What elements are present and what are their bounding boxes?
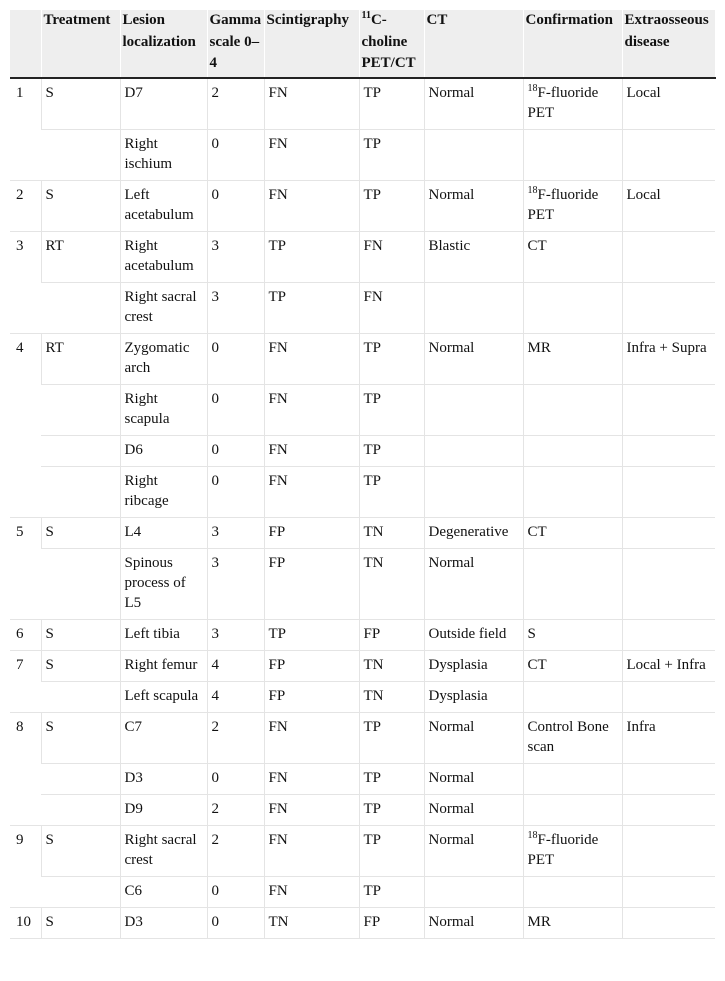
scintigraphy-cell: FN xyxy=(264,763,359,794)
choline-pet-ct-cell: TP xyxy=(359,712,424,763)
scintigraphy-cell: FP xyxy=(264,650,359,681)
ct-cell xyxy=(424,129,523,180)
extraosseous-disease-cell xyxy=(622,681,715,712)
gamma-scale-cell: 2 xyxy=(207,794,264,825)
extraosseous-disease-cell xyxy=(622,825,715,876)
lesion-localization-cell: D3 xyxy=(120,907,207,938)
ct-cell: Outside field xyxy=(424,619,523,650)
lesion-localization-cell: Right acetabulum xyxy=(120,231,207,282)
header-choline-pet-ct xyxy=(359,10,424,78)
treatment-cell: S xyxy=(41,650,120,681)
table-row xyxy=(10,466,715,517)
header-row xyxy=(10,10,715,78)
choline-pet-ct-cell: TN xyxy=(359,517,424,548)
scintigraphy-cell: FP xyxy=(264,517,359,548)
extraosseous-disease-cell xyxy=(622,384,715,435)
confirmation-cell xyxy=(523,763,622,794)
ct-cell: Normal xyxy=(424,907,523,938)
gamma-scale-cell: 0 xyxy=(207,180,264,231)
treatment-cell xyxy=(41,384,120,435)
header-choline-label: C-choline PET/CT xyxy=(361,12,416,71)
table-row xyxy=(10,517,715,548)
scintigraphy-cell: FN xyxy=(264,384,359,435)
confirmation-text: F-fluoride PET xyxy=(527,186,599,223)
patient-number-cell: 3 xyxy=(10,231,41,333)
results-table-container xyxy=(10,10,715,939)
extraosseous-disease-cell xyxy=(622,282,715,333)
extraosseous-disease-cell xyxy=(622,435,715,466)
scintigraphy-cell: FN xyxy=(264,180,359,231)
lesion-localization-cell: Left tibia xyxy=(120,619,207,650)
extraosseous-disease-cell xyxy=(622,619,715,650)
lesion-localization-cell: L4 xyxy=(120,517,207,548)
table-body xyxy=(10,78,715,939)
scintigraphy-cell: FP xyxy=(264,681,359,712)
extraosseous-disease-cell xyxy=(622,517,715,548)
scintigraphy-cell: TP xyxy=(264,231,359,282)
confirmation-cell xyxy=(523,333,622,384)
confirmation-text: CT xyxy=(527,656,547,673)
lesion-localization-cell: D3 xyxy=(120,763,207,794)
extraosseous-disease-cell xyxy=(622,907,715,938)
choline-pet-ct-cell: TP xyxy=(359,78,424,130)
choline-pet-ct-cell: TP xyxy=(359,384,424,435)
ct-cell: Dysplasia xyxy=(424,650,523,681)
scintigraphy-cell: FP xyxy=(264,548,359,619)
confirmation-text: Control Bone scan xyxy=(527,718,609,755)
confirmation-cell xyxy=(523,466,622,517)
choline-pet-ct-cell: FP xyxy=(359,619,424,650)
table-row xyxy=(10,78,715,130)
table-row xyxy=(10,282,715,333)
table-header xyxy=(10,10,715,78)
gamma-scale-cell: 2 xyxy=(207,712,264,763)
patient-number-cell: 9 xyxy=(10,825,41,907)
gamma-scale-cell: 4 xyxy=(207,681,264,712)
confirmation-cell xyxy=(523,712,622,763)
confirmation-cell xyxy=(523,619,622,650)
lesion-localization-cell: D9 xyxy=(120,794,207,825)
patient-number-cell: 8 xyxy=(10,712,41,825)
header-gamma-scale: Gamma scale 0–4 xyxy=(207,10,264,78)
ct-cell: Normal xyxy=(424,794,523,825)
results-table xyxy=(10,10,716,939)
ct-cell: Normal xyxy=(424,712,523,763)
patient-number-cell: 1 xyxy=(10,78,41,181)
lesion-localization-cell: D6 xyxy=(120,435,207,466)
confirmation-cell xyxy=(523,876,622,907)
ct-cell: Blastic xyxy=(424,231,523,282)
lesion-localization-cell: Right scapula xyxy=(120,384,207,435)
treatment-cell xyxy=(41,794,120,825)
table-row xyxy=(10,129,715,180)
confirmation-text: S xyxy=(527,625,536,642)
choline-pet-ct-cell: FN xyxy=(359,282,424,333)
header-confirmation: Confirmation xyxy=(523,10,622,78)
isotope-superscript: 18 xyxy=(527,829,538,841)
ct-cell: Normal xyxy=(424,548,523,619)
treatment-cell: S xyxy=(41,180,120,231)
treatment-cell: RT xyxy=(41,333,120,384)
table-row xyxy=(10,763,715,794)
confirmation-text: CT xyxy=(527,523,547,540)
lesion-localization-cell: Right sacral crest xyxy=(120,825,207,876)
choline-pet-ct-cell: TP xyxy=(359,466,424,517)
table-row xyxy=(10,712,715,763)
choline-pet-ct-cell: TN xyxy=(359,650,424,681)
isotope-superscript: 18 xyxy=(527,82,538,94)
scintigraphy-cell: TN xyxy=(264,907,359,938)
patient-number-cell: 10 xyxy=(10,907,41,938)
table-row xyxy=(10,435,715,466)
choline-pet-ct-cell: TP xyxy=(359,333,424,384)
treatment-cell xyxy=(41,548,120,619)
scintigraphy-cell: FN xyxy=(264,825,359,876)
gamma-scale-cell: 0 xyxy=(207,129,264,180)
confirmation-cell xyxy=(523,231,622,282)
table-row xyxy=(10,876,715,907)
extraosseous-disease-cell xyxy=(622,129,715,180)
confirmation-cell xyxy=(523,282,622,333)
ct-cell: Dysplasia xyxy=(424,681,523,712)
confirmation-text: F-fluoride PET xyxy=(527,84,599,121)
ct-cell: Normal xyxy=(424,333,523,384)
confirmation-cell xyxy=(523,794,622,825)
treatment-cell: S xyxy=(41,907,120,938)
table-row xyxy=(10,619,715,650)
scintigraphy-cell: FN xyxy=(264,129,359,180)
table-row xyxy=(10,681,715,712)
ct-cell xyxy=(424,435,523,466)
scintigraphy-cell: FN xyxy=(264,794,359,825)
confirmation-cell xyxy=(523,907,622,938)
ct-cell xyxy=(424,466,523,517)
patient-number-cell: 6 xyxy=(10,619,41,650)
choline-pet-ct-cell: TN xyxy=(359,548,424,619)
ct-cell: Normal xyxy=(424,180,523,231)
table-row xyxy=(10,794,715,825)
ct-cell xyxy=(424,282,523,333)
confirmation-cell xyxy=(523,129,622,180)
confirmation-cell xyxy=(523,650,622,681)
choline-pet-ct-cell: TP xyxy=(359,129,424,180)
extraosseous-disease-cell xyxy=(622,548,715,619)
confirmation-cell xyxy=(523,78,622,130)
extraosseous-disease-cell: Local xyxy=(622,78,715,130)
header-lesion-localization: Lesion localization xyxy=(120,10,207,78)
scintigraphy-cell: FN xyxy=(264,876,359,907)
gamma-scale-cell: 3 xyxy=(207,619,264,650)
scintigraphy-cell: FN xyxy=(264,435,359,466)
treatment-cell: S xyxy=(41,619,120,650)
gamma-scale-cell: 0 xyxy=(207,435,264,466)
extraosseous-disease-cell: Infra xyxy=(622,712,715,763)
treatment-cell xyxy=(41,129,120,180)
scintigraphy-cell: TP xyxy=(264,282,359,333)
lesion-localization-cell: Right ischium xyxy=(120,129,207,180)
lesion-localization-cell: D7 xyxy=(120,78,207,130)
confirmation-cell xyxy=(523,384,622,435)
table-row xyxy=(10,333,715,384)
gamma-scale-cell: 3 xyxy=(207,282,264,333)
extraosseous-disease-cell: Local + Infra xyxy=(622,650,715,681)
extraosseous-disease-cell xyxy=(622,466,715,517)
patient-number-cell: 4 xyxy=(10,333,41,517)
isotope-superscript: 18 xyxy=(527,184,538,196)
extraosseous-disease-cell xyxy=(622,876,715,907)
lesion-localization-cell: Zygomatic arch xyxy=(120,333,207,384)
confirmation-text: CT xyxy=(527,237,547,254)
scintigraphy-cell: FN xyxy=(264,78,359,130)
lesion-localization-cell: Right ribcage xyxy=(120,466,207,517)
choline-pet-ct-cell: TP xyxy=(359,794,424,825)
lesion-localization-cell: Right sacral crest xyxy=(120,282,207,333)
treatment-cell xyxy=(41,763,120,794)
extraosseous-disease-cell xyxy=(622,794,715,825)
header-scintigraphy: Scintigraphy xyxy=(264,10,359,78)
treatment-cell: RT xyxy=(41,231,120,282)
treatment-cell xyxy=(41,876,120,907)
gamma-scale-cell: 2 xyxy=(207,78,264,130)
gamma-scale-cell: 0 xyxy=(207,876,264,907)
choline-pet-ct-cell: TP xyxy=(359,435,424,466)
choline-pet-ct-cell: TP xyxy=(359,763,424,794)
ct-cell: Degenerative xyxy=(424,517,523,548)
table-row xyxy=(10,825,715,876)
gamma-scale-cell: 0 xyxy=(207,907,264,938)
table-row xyxy=(10,548,715,619)
treatment-cell xyxy=(41,466,120,517)
confirmation-cell xyxy=(523,825,622,876)
scintigraphy-cell: FN xyxy=(264,712,359,763)
extraosseous-disease-cell: Infra + Supra xyxy=(622,333,715,384)
choline-pet-ct-cell: TP xyxy=(359,180,424,231)
extraosseous-disease-cell xyxy=(622,763,715,794)
scintigraphy-cell: FN xyxy=(264,466,359,517)
gamma-scale-cell: 0 xyxy=(207,763,264,794)
gamma-scale-cell: 0 xyxy=(207,384,264,435)
header-extraosseous-disease: Extraosseous disease xyxy=(622,10,715,78)
treatment-cell: S xyxy=(41,517,120,548)
table-row xyxy=(10,907,715,938)
extraosseous-disease-cell: Local xyxy=(622,180,715,231)
header-ct: CT xyxy=(424,10,523,78)
patient-number-cell: 2 xyxy=(10,180,41,231)
confirmation-cell xyxy=(523,548,622,619)
confirmation-text: MR xyxy=(527,913,551,930)
patient-number-cell: 7 xyxy=(10,650,41,712)
confirmation-cell xyxy=(523,517,622,548)
gamma-scale-cell: 3 xyxy=(207,231,264,282)
table-row xyxy=(10,231,715,282)
treatment-cell: S xyxy=(41,712,120,763)
gamma-scale-cell: 3 xyxy=(207,517,264,548)
table-row xyxy=(10,180,715,231)
confirmation-cell xyxy=(523,180,622,231)
ct-cell: Normal xyxy=(424,78,523,130)
treatment-cell xyxy=(41,435,120,466)
table-row xyxy=(10,650,715,681)
ct-cell: Normal xyxy=(424,763,523,794)
treatment-cell: S xyxy=(41,825,120,876)
table-row xyxy=(10,384,715,435)
treatment-cell xyxy=(41,681,120,712)
scintigraphy-cell: FN xyxy=(264,333,359,384)
gamma-scale-cell: 4 xyxy=(207,650,264,681)
choline-pet-ct-cell: TP xyxy=(359,825,424,876)
confirmation-cell xyxy=(523,681,622,712)
ct-cell xyxy=(424,384,523,435)
confirmation-text: MR xyxy=(527,339,551,356)
gamma-scale-cell: 3 xyxy=(207,548,264,619)
lesion-localization-cell: C6 xyxy=(120,876,207,907)
lesion-localization-cell: Left scapula xyxy=(120,681,207,712)
choline-pet-ct-cell: FN xyxy=(359,231,424,282)
ct-cell: Normal xyxy=(424,825,523,876)
choline-pet-ct-cell: TP xyxy=(359,876,424,907)
header-treatment: Treatment xyxy=(41,10,120,78)
confirmation-cell xyxy=(523,435,622,466)
choline-pet-ct-cell: TN xyxy=(359,681,424,712)
header-patient-number xyxy=(10,10,41,78)
gamma-scale-cell: 0 xyxy=(207,333,264,384)
extraosseous-disease-cell xyxy=(622,231,715,282)
lesion-localization-cell: C7 xyxy=(120,712,207,763)
lesion-localization-cell: Right femur xyxy=(120,650,207,681)
lesion-localization-cell: Left acetabulum xyxy=(120,180,207,231)
gamma-scale-cell: 0 xyxy=(207,466,264,517)
treatment-cell: S xyxy=(41,78,120,130)
lesion-localization-cell: Spinous process of L5 xyxy=(120,548,207,619)
ct-cell xyxy=(424,876,523,907)
confirmation-text: F-fluoride PET xyxy=(527,831,599,868)
treatment-cell xyxy=(41,282,120,333)
isotope-superscript: 11 xyxy=(361,10,371,21)
scintigraphy-cell: TP xyxy=(264,619,359,650)
gamma-scale-cell: 2 xyxy=(207,825,264,876)
choline-pet-ct-cell: FP xyxy=(359,907,424,938)
patient-number-cell: 5 xyxy=(10,517,41,619)
